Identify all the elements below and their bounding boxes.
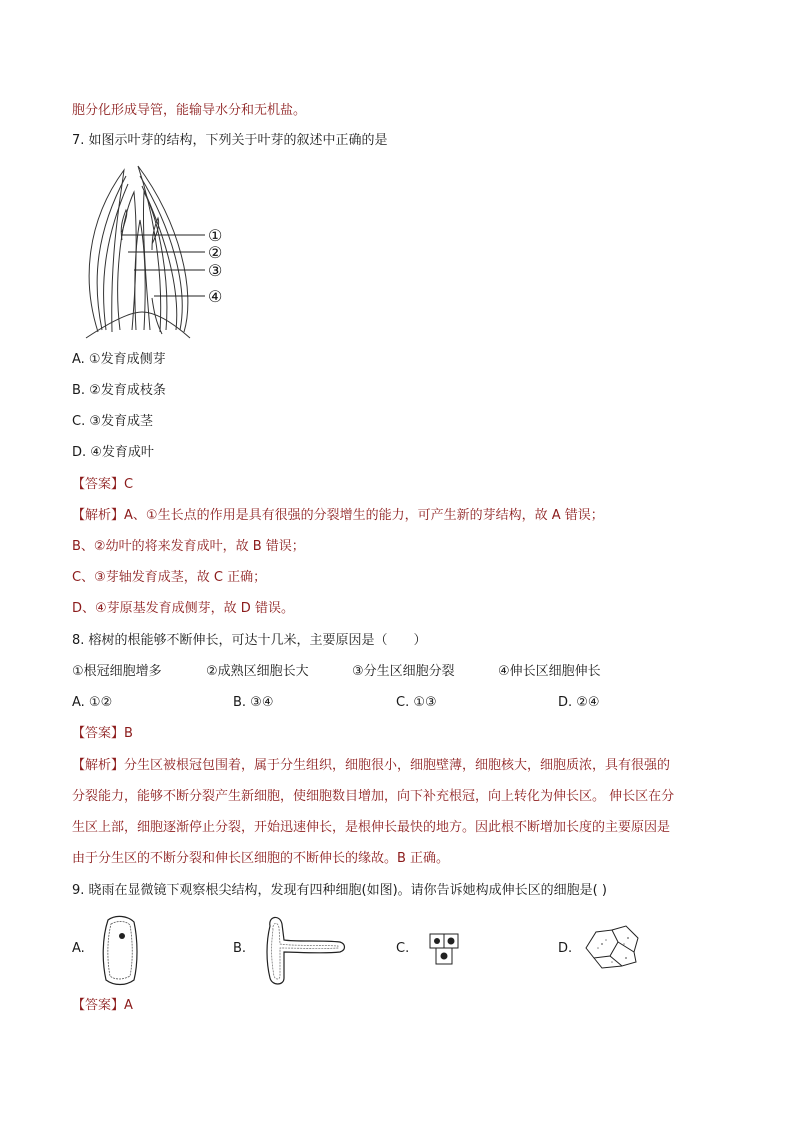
- q9-stem: 9. 晓雨在显微镜下观察根尖结构，发现有四种细胞(如图)。请你告诉她构成伸长区的细胞是( ): [72, 883, 607, 898]
- label-4: ④: [208, 287, 223, 306]
- q8-analysis-line-2: 分裂能力，能够不断分裂产生新细胞，使细胞数目增加，向下补充根冠，向上转化为伸长区。 伸长区在分: [72, 789, 675, 804]
- leaf-bud-diagram: [80, 162, 230, 340]
- q8-analysis-line-1: 【解析】分生区被根冠包围着，属于分生组织，细胞很小，细胞壁薄，细胞核大，细胞质浓，具有很强的: [72, 758, 671, 773]
- q7-stem: 7. 如图示叶芽的结构，下列关于叶芽的叙述中正确的是: [72, 133, 388, 148]
- q8-stem: 8. 榕树的根能够不断伸长，可达十几米，主要原因是（ ）: [72, 633, 427, 648]
- q8-analysis-line-4: 由于分生区的不断分裂和伸长区细胞的不断伸长的缘故。B 正确。: [72, 851, 450, 866]
- q8-option-a: A. ①②: [72, 695, 113, 710]
- root-hair-cell-figure: [262, 912, 346, 988]
- q7-option-d: D. ④发育成叶: [72, 445, 154, 460]
- q9-option-d: D.: [558, 941, 573, 956]
- q9-answer: 【答案】A: [72, 998, 133, 1013]
- q9-option-a: A.: [72, 941, 85, 956]
- q8-answer: 【答案】B: [72, 726, 133, 741]
- q7-option-c: C. ③发育成茎: [72, 414, 153, 429]
- q7-answer: [72, 476, 133, 494]
- elongated-cell-figure: [100, 914, 140, 986]
- q7-analysis-line-3: C、③芽轴发育成茎，故 C 正确；: [72, 570, 267, 585]
- q8-item-2: ②成熟区细胞长大: [206, 664, 309, 679]
- q7-option-a: A. ①发育成侧芽: [72, 352, 166, 367]
- q8-analysis-line-3: 生区上部，细胞逐渐停止分裂，开始迅速伸长，是根伸长最快的地方。因此根不断增加长度的主要原因是: [72, 820, 671, 835]
- q7-option-b: B. ②发育成枝条: [72, 383, 166, 398]
- q8-option-b: B. ③④: [233, 695, 274, 710]
- label-1: ①: [208, 226, 223, 245]
- q8-option-d: D. ②④: [558, 695, 600, 710]
- q8-item-1: ①根冠细胞增多: [72, 664, 162, 679]
- meristem-cells-figure: [428, 932, 464, 972]
- q7-analysis-line-4: D、④芽原基发育成侧芽，故 D 错误。: [72, 601, 294, 616]
- q7-analysis-line-1: 【解析】A、①生长点的作用是具有很强的分裂增生的能力，可产生新的芽结构，故 A 错误；: [72, 508, 604, 523]
- q8-option-c: C. ①③: [396, 695, 437, 710]
- continued-text: 胞分化形成导管，能输导水分和无机盐。: [72, 103, 307, 118]
- root-cap-cells-figure: [582, 922, 644, 972]
- q9-option-c: C.: [396, 941, 410, 956]
- q7-analysis-line-2: B、②幼叶的将来发育成叶，故 B 错误；: [72, 539, 305, 554]
- label-2: ②: [208, 243, 223, 262]
- answer-tag: 【答案】: [72, 477, 125, 492]
- answer-value: C: [124, 477, 134, 492]
- q8-item-4: ④伸长区细胞伸长: [498, 664, 601, 679]
- q8-item-3: ③分生区细胞分裂: [352, 664, 455, 679]
- label-3: ③: [208, 261, 223, 280]
- q9-option-b: B.: [233, 941, 247, 956]
- analysis-tag: 【解析】: [72, 508, 125, 523]
